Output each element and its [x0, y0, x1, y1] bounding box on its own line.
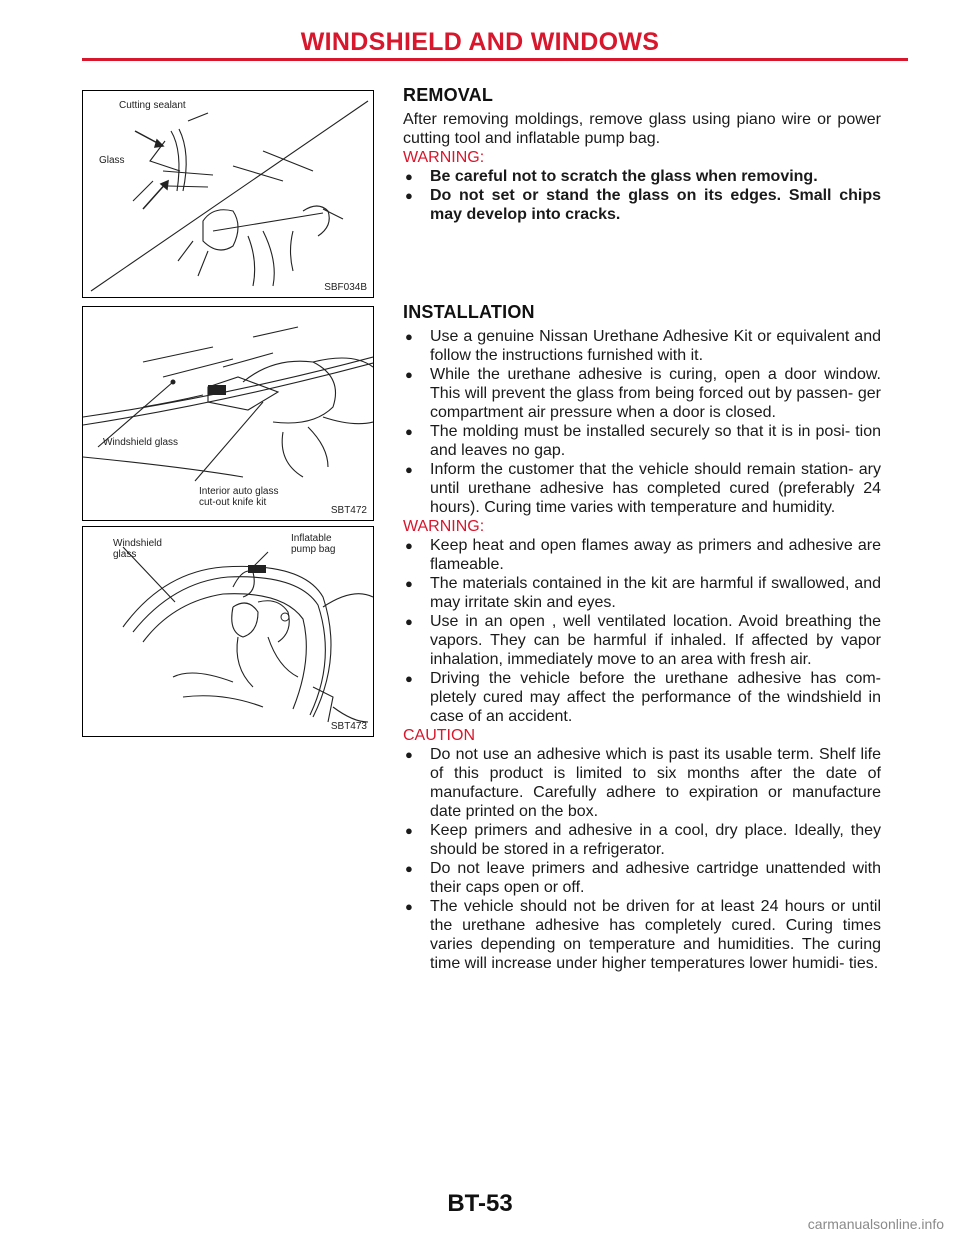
bullet-icon: ● — [405, 614, 413, 629]
list-item: ● Driving the vehicle before the urethane adhesive has com- pletely cured may affect the performance of the windshield in case of an accident. — [405, 670, 881, 725]
installation-section — [403, 303, 881, 973]
list-item: ● The molding must be installed securely so that it is in posi- tion and leaves no gap. — [405, 423, 881, 459]
bullet-icon: ● — [405, 576, 413, 591]
list-item: ● Inform the customer that the vehicle should remain station- ary until urethane adhesive has completed cured (preferably 24 hours). Curing time varies with temperature and humidity. — [405, 461, 881, 516]
figure-label-windshield-glass: Windshield glass — [113, 538, 162, 560]
list-item: ● Use a genuine Nissan Urethane Adhesive Kit or equivalent and follow the instructions furnished with it. — [405, 328, 881, 364]
figure-label-inflatable-pump-bag: Inflatable pump bag — [291, 533, 336, 555]
figure-label-windshield-glass: Windshield glass — [103, 437, 179, 448]
figure-sbf034b — [82, 90, 374, 298]
bullet-icon: ● — [405, 188, 413, 203]
figure-code: SBT473 — [330, 721, 367, 732]
bullet-icon: ● — [405, 747, 413, 762]
figure-sbt473 — [82, 526, 374, 737]
bullet-icon: ● — [405, 462, 413, 477]
removal-section — [403, 86, 881, 224]
removal-heading: REMOVAL — [403, 85, 494, 105]
list-item: ● Be careful not to scratch the glass when removing. — [405, 168, 818, 185]
list-item: ● Keep primers and adhesive in a cool, dry place. Ideally, they should be stored in a refrigerator. — [405, 822, 881, 858]
bullet-icon: ● — [405, 899, 413, 914]
list-item: ● The vehicle should not be driven for at least 24 hours or until the urethane adhesive has completely cured. Curing times varies depending on temperature and humidities. The curing time will increase under higher temperatures lower humidi- ties. — [405, 898, 881, 972]
figure-label-knife-kit: Interior auto glass cut-out knife kit — [199, 486, 279, 508]
bullet-icon: ● — [405, 329, 413, 344]
bullet-icon: ● — [405, 861, 413, 876]
removal-intro: After removing moldings, remove glass using piano wire or power cutting tool and inflatable pump bag. — [403, 111, 881, 147]
list-item: ● The materials contained in the kit are harmful if swallowed, and may irritate skin and eyes. — [405, 575, 881, 611]
bullet-icon: ● — [405, 367, 413, 382]
glass-cutting-illustration — [83, 91, 373, 297]
installation-heading: INSTALLATION — [403, 302, 535, 322]
bullet-icon: ● — [405, 823, 413, 838]
list-item: ● Do not use an adhesive which is past its usable term. Shelf life of this product is limited to six months after the date of manufacture. Carefully adhere to expiration or manufacture date printed on the box. — [405, 746, 881, 820]
bullet-icon: ● — [405, 671, 413, 686]
list-item: ● Do not leave primers and adhesive cartridge unattended with their caps open or off. — [405, 860, 881, 896]
installation-caution-label: CAUTION — [403, 727, 475, 744]
page-header-title: WINDSHIELD AND WINDOWS — [300, 28, 660, 56]
installation-warning-label: WARNING: — [403, 518, 485, 535]
figure-label-glass: Glass — [99, 155, 125, 166]
list-item: ● Use in an open , well ventilated location. Avoid breathing the vapors. They can be harmful if inhaled. If affected by vapor inhalation, immediately move to an area with fresh air. — [405, 613, 881, 668]
list-item: ● While the urethane adhesive is curing, open a door window. This will prevent the glass from being forced out by passen- ger compartment air pressure when a door is closed. — [405, 366, 881, 421]
figure-label-cutting-sealant: Cutting sealant — [119, 100, 186, 111]
bullet-icon: ● — [405, 538, 413, 553]
figure-sbt472 — [82, 306, 374, 521]
removal-warning-label: WARNING: — [403, 149, 485, 166]
bullet-icon: ● — [405, 424, 413, 439]
page-number: BT-53 — [447, 1190, 513, 1217]
watermark: carmanualsonline.info — [807, 1216, 944, 1232]
figure-code: SBT472 — [330, 505, 367, 516]
list-item: ● Keep heat and open flames away as primers and adhesive are flameable. — [405, 537, 881, 573]
figure-code: SBF034B — [324, 282, 367, 293]
header-rule — [82, 58, 908, 61]
list-item: ● Do not set or stand the glass on its edges. Small chips may develop into cracks. — [405, 187, 881, 223]
bullet-icon: ● — [405, 169, 413, 184]
